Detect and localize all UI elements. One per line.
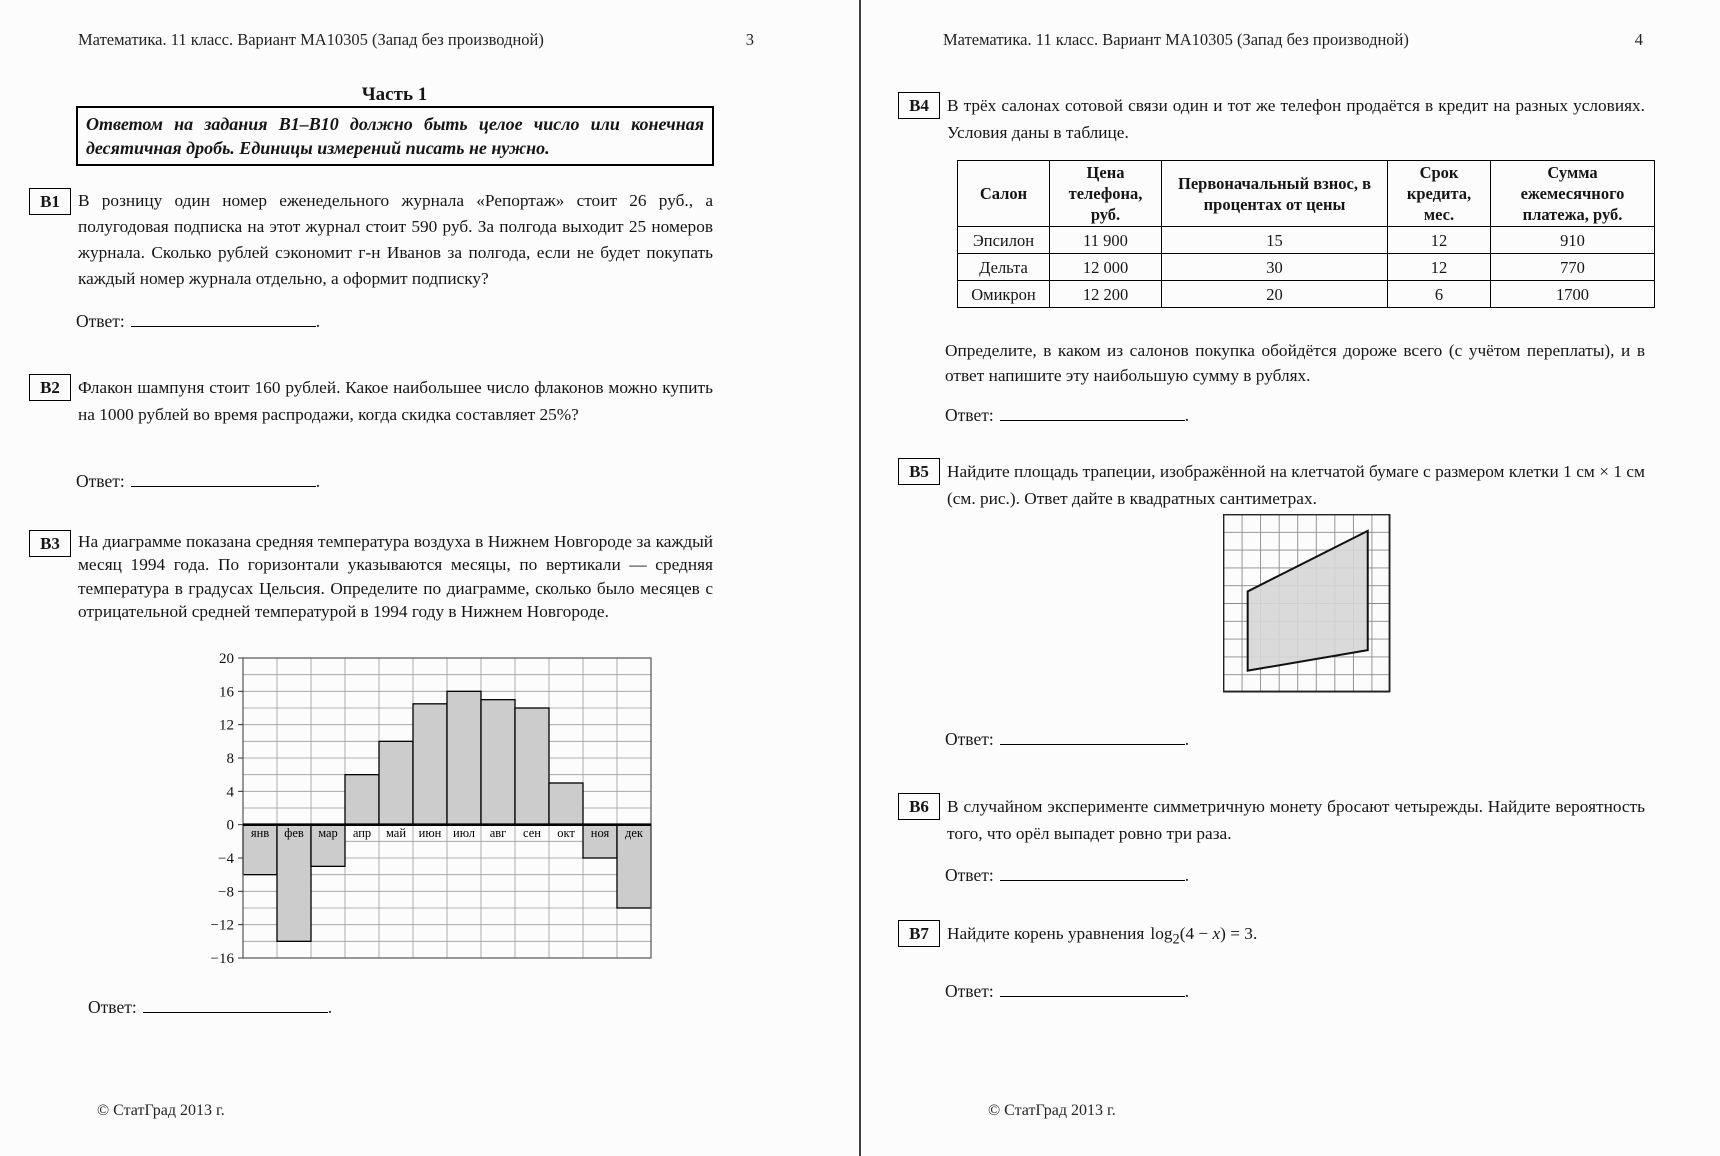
answer-blank [1000,404,1185,421]
trapezoid-grid-figure [1223,514,1391,693]
answer-label: Ответ: [945,729,994,749]
table-cell: 30 [1162,254,1388,281]
problem-b5-label: В5 [898,458,940,485]
answer-line-b4 [945,404,1189,426]
credit-conditions-table [957,160,1655,308]
answer-line-b3 [88,996,332,1018]
answer-line-b7 [945,980,1189,1002]
page-header-title: Математика. 11 класс. Вариант МА10305 (Запад без производной) [78,30,544,49]
problem-b7-label: В7 [898,920,940,947]
table-cell: 770 [1491,254,1655,281]
problem-b7-text [947,920,1645,953]
problem-b2 [29,374,713,428]
table-cell: 11 900 [1050,227,1162,254]
svg-text:20: 20 [219,651,234,667]
answer-blank [1000,980,1185,997]
problem-b6-text: В случайном эксперименте симметричную монету бросают четырежды. Найдите вероятность того, что орёл выпадет ровно три раза. [947,797,1645,843]
answer-line-b2 [76,470,320,492]
formula-variable: x [1212,924,1221,943]
svg-text:мар: мар [318,826,338,841]
problem-b4-label: В4 [898,92,940,119]
svg-text:16: 16 [219,684,234,701]
svg-text:янв: янв [250,826,270,841]
answer-period: . [1184,729,1190,749]
svg-text:авг: авг [489,826,507,841]
table-cell: Омикрон [958,281,1050,308]
table-header-row [958,161,1655,227]
table-cell: Эпсилон [958,227,1050,254]
page-header-title: Математика. 11 класс. Вариант МА10305 (Запад без производной) [943,30,1409,49]
svg-text:4: 4 [226,784,234,801]
problem-b3 [29,530,713,623]
answer-period: . [1184,981,1190,1001]
page-4 [861,0,1720,1156]
svg-text:−16: −16 [210,951,234,967]
svg-text:−4: −4 [218,851,234,867]
table-cell: 910 [1491,227,1655,254]
problem-b5-text: Найдите площадь трапеции, изображённой на клетчатой бумаге с размером клетки 1 см × 1 см (см. рис.). Ответ дайте в квадратных сантиметрах. [947,462,1645,508]
answer-line-b1 [76,310,320,332]
svg-text:сен: сен [523,826,541,841]
log-base: 2 [1172,931,1180,948]
page-header [943,30,1643,50]
answer-label: Ответ: [88,997,137,1017]
table-cell: 20 [1162,281,1388,308]
svg-text:0: 0 [226,817,234,834]
temperature-bar-chart [185,646,665,978]
table-cell: 15 [1162,227,1388,254]
table-cell: 12 [1388,227,1491,254]
svg-text:−12: −12 [210,917,234,934]
answer-blank [143,996,328,1013]
part-title: Часть 1 [361,84,428,105]
page-header [78,30,754,50]
answer-period: . [315,471,321,491]
formula-open: (4 − [1179,924,1213,943]
answer-blank [131,470,316,487]
table-cell: 12 000 [1050,254,1162,281]
answer-blank [1000,728,1185,745]
table-cell: 12 200 [1050,281,1162,308]
table-cell: 12 [1388,254,1491,281]
b7-formula [1150,924,1253,948]
problem-b4-outro: Определите, в каком из салонов покупка обойдётся дороже всего (с учётом переплаты), и в ответ напишите эту наибольшую сумму в рублях. [945,341,1645,385]
table-header-cell: Сумма ежемесячного платежа, руб. [1491,161,1655,227]
problem-b3-label: В3 [29,530,71,557]
table-cell: 6 [1388,281,1491,308]
table-cell: 1700 [1491,281,1655,308]
table-cell: Дельта [958,254,1050,281]
answer-period: . [1184,865,1190,885]
svg-text:фев: фев [284,826,304,841]
svg-text:май: май [385,826,407,841]
problem-b6 [898,793,1645,847]
page-footer: © СтатГрад 2013 г. [97,1102,225,1119]
problem-b4-intro: В трёх салонах сотовой связи один и тот же телефон продаётся в кредит на разных условиях. Условия даны в таблице. [947,96,1645,142]
problem-b2-text: Флакон шампуня стоит 160 рублей. Какое наибольшее число флаконов можно купить на 1000 рублей во время распродажи, когда скидка составляет 25%? [78,378,713,424]
problem-b1-label: В1 [29,188,71,215]
table-row [958,227,1655,254]
table-header-cell: Срок кредита, мес. [1388,161,1491,227]
table-row [958,254,1655,281]
problem-b7 [898,920,1645,953]
b7-text-before: Найдите корень уравнения [947,924,1145,943]
svg-text:июл: июл [453,826,475,841]
page-footer: © СтатГрад 2013 г. [988,1102,1116,1119]
formula-close: ) = 3 [1220,924,1253,943]
table-header-cell: Салон [958,161,1050,227]
svg-text:апр: апр [352,826,372,841]
problem-b2-label: В2 [29,374,71,401]
problem-b3-text: На диаграмме показана средняя температура воздуха в Нижнем Новгороде за каждый месяц 1994 года. По горизонтали указываются месяцы, по вертикали — средняя температура в градусах Цельсия. Определите по диаграмме, сколько было месяцев с отрицательной средней температурой в 1994 году в Нижнем Новгороде. [78,532,713,621]
answer-period: . [1184,405,1190,425]
problem-b4 [898,92,1645,146]
problem-b6-label: В6 [898,793,940,820]
svg-text:ноя: ноя [590,826,610,841]
svg-text:−8: −8 [218,884,234,901]
page-number: 3 [745,30,754,49]
instruction-box: Ответом на задания В1–В10 должно быть целое число или конечная десятичная дробь. Единицы измерений писать не нужно. [76,106,714,166]
problem-b5 [898,458,1645,512]
svg-text:8: 8 [226,751,234,767]
table-header-cell: Цена телефона, руб. [1050,161,1162,227]
answer-period: . [315,311,321,331]
answer-label: Ответ: [945,981,994,1001]
svg-text:июн: июн [418,826,442,841]
answer-blank [1000,864,1185,881]
answer-line-b6 [945,864,1189,886]
answer-label: Ответ: [76,471,125,491]
answer-label: Ответ: [945,865,994,885]
svg-text:окт: окт [557,826,575,841]
answer-period: . [327,997,333,1017]
answer-label: Ответ: [76,311,125,331]
problem-b1 [29,188,713,292]
log-function: log [1150,924,1173,943]
svg-text:дек: дек [625,826,643,841]
b7-text-after: . [1252,924,1258,943]
answer-blank [131,310,316,327]
table-row [958,281,1655,308]
answer-label: Ответ: [945,405,994,425]
page-number: 4 [1634,30,1643,49]
table-header-cell: Первоначальный взнос, в процентах от цены [1162,161,1388,227]
problem-b1-text: В розницу один номер еженедельного журнала «Репортаж» стоит 26 руб., а полугодовая подписка на этот журнал стоит 590 руб. За полгода выходит 25 номеров журнала. Сколько рублей сэкономит г-н Иванов за полгода, если не будет покупать каждый номер журнала отдельно, а оформит подписку? [78,191,713,288]
svg-text:12: 12 [219,717,234,734]
page-3 [0,0,859,1156]
answer-line-b5 [945,728,1189,750]
